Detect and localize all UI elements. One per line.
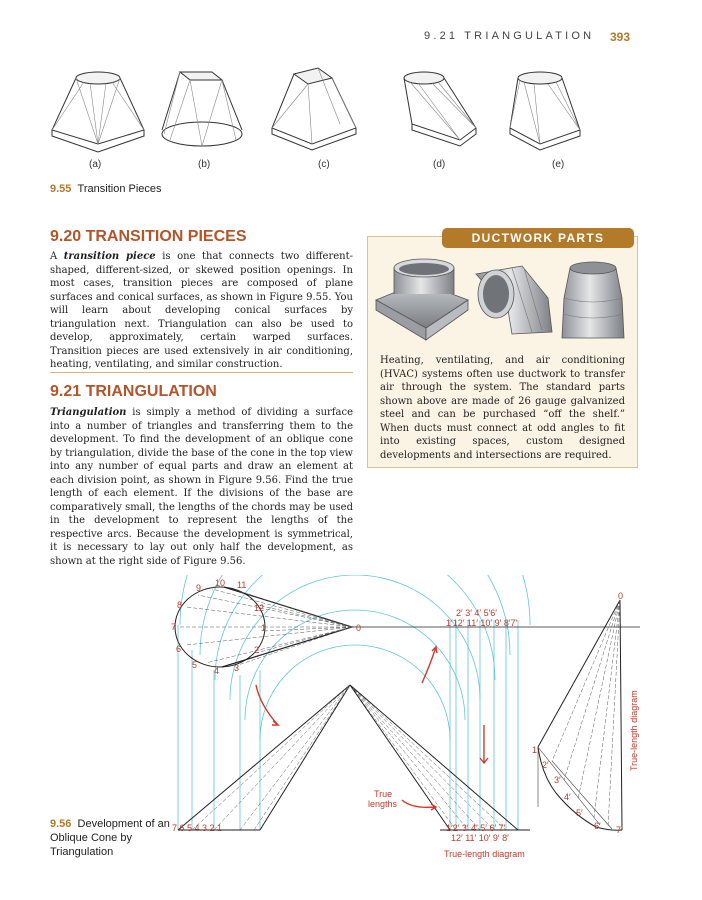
label-10: 10 <box>215 578 226 588</box>
label-7: 7 <box>171 622 177 632</box>
tl-diagram-label: True-length diagram <box>444 849 525 859</box>
fig-label-d: (d) <box>433 159 446 170</box>
dev-point-4: 4′ <box>564 792 571 802</box>
transition-piece-c <box>272 68 356 150</box>
lead-term: transition piece <box>63 251 156 262</box>
para-start: A <box>50 251 64 262</box>
dev-point-3: 3′ <box>554 775 561 785</box>
tl-bottom-row1: 1′2′ 3′ 4′ 5′ 6′ 7′ <box>446 823 506 833</box>
dev-point-7: 7′ <box>616 825 623 835</box>
fig-label-b: (b) <box>198 159 211 170</box>
label-5: 5 <box>192 660 198 670</box>
dev-point-5: 5′ <box>576 808 583 818</box>
rotation-arrows <box>256 647 488 810</box>
transition-piece-e <box>510 72 580 150</box>
transition-piece-b <box>162 72 242 146</box>
divider <box>50 372 353 373</box>
lead-term: Triangulation <box>50 407 127 418</box>
dev-point-2: 2′ <box>542 760 549 770</box>
label-6: 6 <box>176 644 182 654</box>
sidebar-text: Heating, ventilating, and air conditioning (HVAC) systems often use ductwork to transfer air through the system. The standard parts shown above are made of 26 gauge galvanized steel and can be purchased “off the shelf.” When ducts must connect at odd angles to fit into existing spaces, custom designed developments and intersections are required. <box>380 355 625 461</box>
apex-label: 0 <box>356 623 362 633</box>
cone-development <box>538 600 622 830</box>
construction-arcs <box>180 575 530 740</box>
page-number: 393 <box>610 30 631 44</box>
projection-lines <box>178 620 518 830</box>
tl-top-row2: 1′12′ 11′ 10′ 9′ 8′7′ <box>446 618 518 628</box>
elbow-duct <box>476 266 552 334</box>
label-2: 2 <box>254 645 260 655</box>
sidebar-title: DUCTWORK PARTS <box>442 228 634 248</box>
square-to-round-duct <box>376 259 468 340</box>
label-3: 3 <box>234 663 240 673</box>
dev-point-6: 6′ <box>594 821 601 831</box>
figure-number: 9.56 <box>50 818 72 830</box>
para-body: is one that connects two different-shaped, different-sized, or skewed position openings. In most cases, transition pieces are composed of plane surfaces and conical surfaces, as shown in Figure 9.55. You will learn about developing conical surfaces by triangulation next. Triangulation can also be used to develop, approximately, certain warped surfaces. Transition pieces are used extensively in air conditioning, heating, ventilating, and similar construction. <box>50 251 353 370</box>
label-4: 4 <box>214 666 220 676</box>
figure-caption-text: Transition Pieces <box>77 183 162 195</box>
label-9: 9 <box>196 583 202 593</box>
oblique-cone-figure <box>160 575 650 865</box>
figure-number: 9.55 <box>50 183 72 195</box>
paragraph-triangulation <box>50 406 353 568</box>
reducer-duct <box>562 262 624 338</box>
figure-9-56-caption <box>50 817 170 859</box>
transition-piece-d <box>404 72 476 146</box>
paragraph-transition-pieces <box>50 250 353 372</box>
dev-apex-label: 0 <box>618 591 624 601</box>
tl-bottom-row2: 12′ 11′ 10′ 9′ 8′ <box>451 833 509 843</box>
cone-top-view <box>175 587 640 667</box>
figure-9-55-caption <box>50 183 162 195</box>
para-body: is simply a method of dividing a surface into a number of triangles and transferring them to the development. To find the development of an oblique cone by triangulation, divide the base of the cone in the top view into any number of equal parts and draw an element at each division point, as shown in Figure 9.56. Find the true length of each element. If the divisions of the base are comparatively small, the lengths of the chords may be used in the development to represent the lengths of the respective arcs. Because the development is symmetrical, it is necessary to lay out only half the development, as shown at the right side of Figure 9.56. <box>50 407 353 567</box>
dev-side-label: True-length diagram <box>629 690 639 771</box>
tl-top-row1: 2′ 3′ 4′ 5′6′ <box>456 608 497 618</box>
true-lengths-note: True lengths <box>368 789 398 809</box>
cone-front-view <box>178 685 530 830</box>
figure-caption-text: Development of an Oblique Cone by Triangulation <box>50 818 170 858</box>
label-1: 1 <box>261 623 267 633</box>
section-heading-triangulation: 9.21 TRIANGULATION <box>50 383 217 400</box>
fig-label-c: (c) <box>318 159 330 170</box>
section-heading-transition-pieces: 9.20 TRANSITION PIECES <box>50 228 247 245</box>
transition-pieces-figure <box>40 64 600 160</box>
label-12: 12 <box>254 603 265 613</box>
label-8: 8 <box>177 600 183 610</box>
running-header: 9.21 TRIANGULATION <box>424 30 595 42</box>
fig-label-e: (e) <box>552 159 565 170</box>
front-base-labels: 7 6 5 4 3 2 1 <box>172 823 223 833</box>
transition-piece-a <box>52 72 144 152</box>
top-view-labels <box>171 578 623 859</box>
fig-label-a: (a) <box>89 159 102 170</box>
ductwork-photo <box>372 254 632 348</box>
dev-point-1: 1′ <box>532 745 539 755</box>
label-11: 11 <box>237 580 247 590</box>
